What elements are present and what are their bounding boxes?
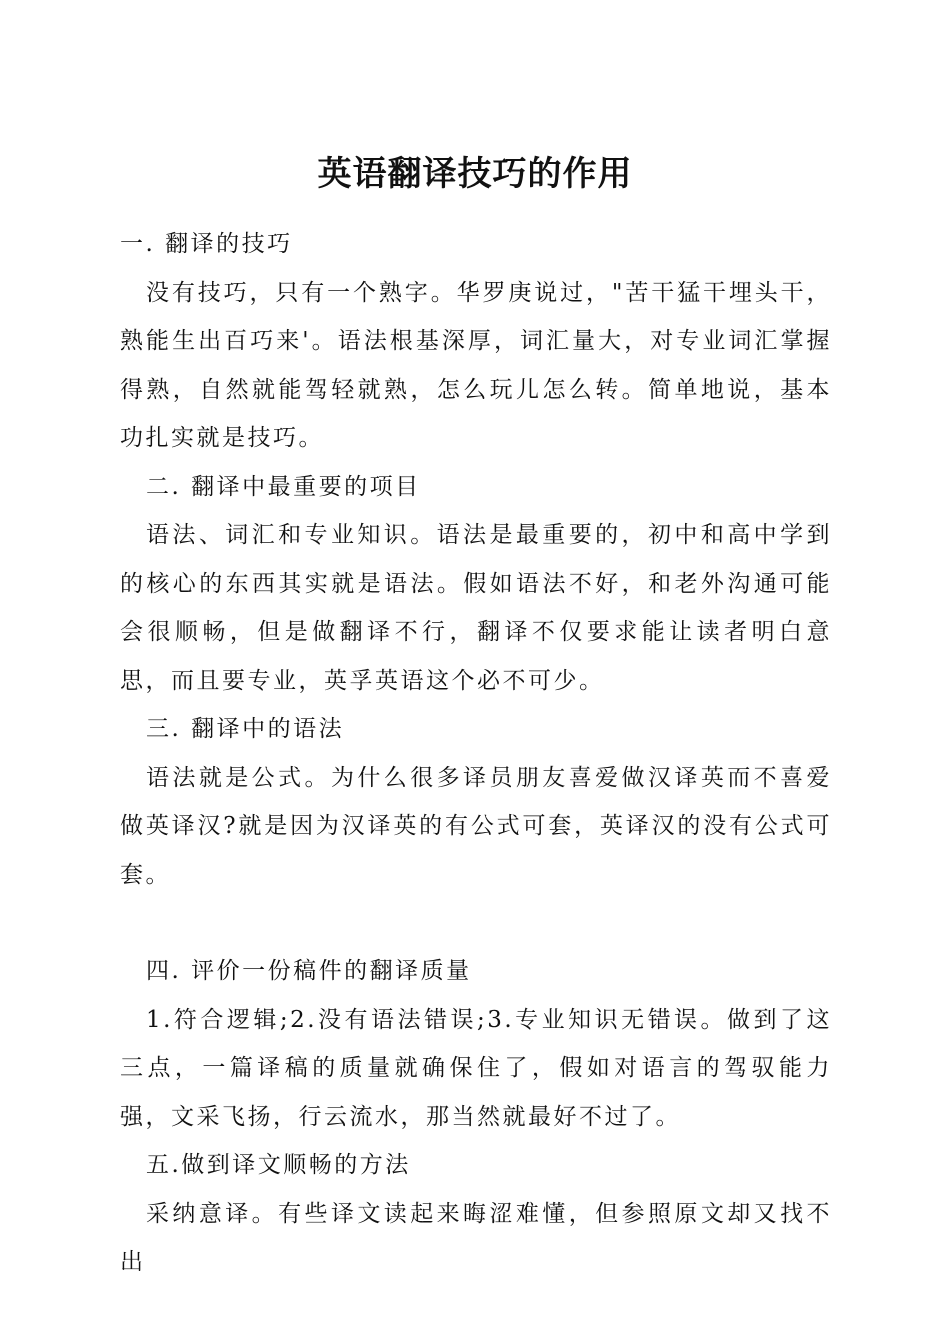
document-body [120,220,832,1287]
section-3-paragraph: 语法就是公式。为什么很多译员朋友喜爱做汉译英而不喜爱做英译汉?就是因为汉译英的有公式可套，英译汉的没有公式可套。 [120,764,832,888]
section-4-heading: 四. 评价一份稿件的翻译质量 [146,958,472,984]
section-1-heading: 一. 翻译的技巧 [120,231,293,257]
section-4-paragraph: 1.符合逻辑;2.没有语法错误;3.专业知识无错误。做到了这三点，一篇译稿的质量就确保住了，假如对语言的驾驭能力强，文采飞扬，行云流水，那当然就最好不过了。 [120,1006,832,1130]
document-title: 英语翻译技巧的作用 [317,154,633,194]
section-spacer [120,899,832,947]
section-5-paragraph: 采纳意译。有些译文读起来晦涩难懂，但参照原文却又找不出 [120,1200,832,1275]
section-1-paragraph: 没有技巧，只有一个熟字。华罗庚说过，"苦干猛干埋头干，熟能生出百巧来'。语法根基深厚，词汇量大，对专业词汇掌握得熟，自然就能驾轻就熟，怎么玩儿怎么转。简单地说，基本功扎实就是技巧。 [120,279,832,451]
section-2-paragraph: 语法、词汇和专业知识。语法是最重要的，初中和高中学到的核心的东西其实就是语法。假如语法不好，和老外沟通可能会很顺畅，但是做翻译不行，翻译不仅要求能让读者明白意思，而且要专业，英孚英语这个必不可少。 [120,522,832,694]
section-5-heading: 五.做到译文顺畅的方法 [146,1152,411,1178]
section-3-heading: 三. 翻译中的语法 [146,716,345,742]
section-2-heading: 二. 翻译中最重要的项目 [146,473,421,500]
